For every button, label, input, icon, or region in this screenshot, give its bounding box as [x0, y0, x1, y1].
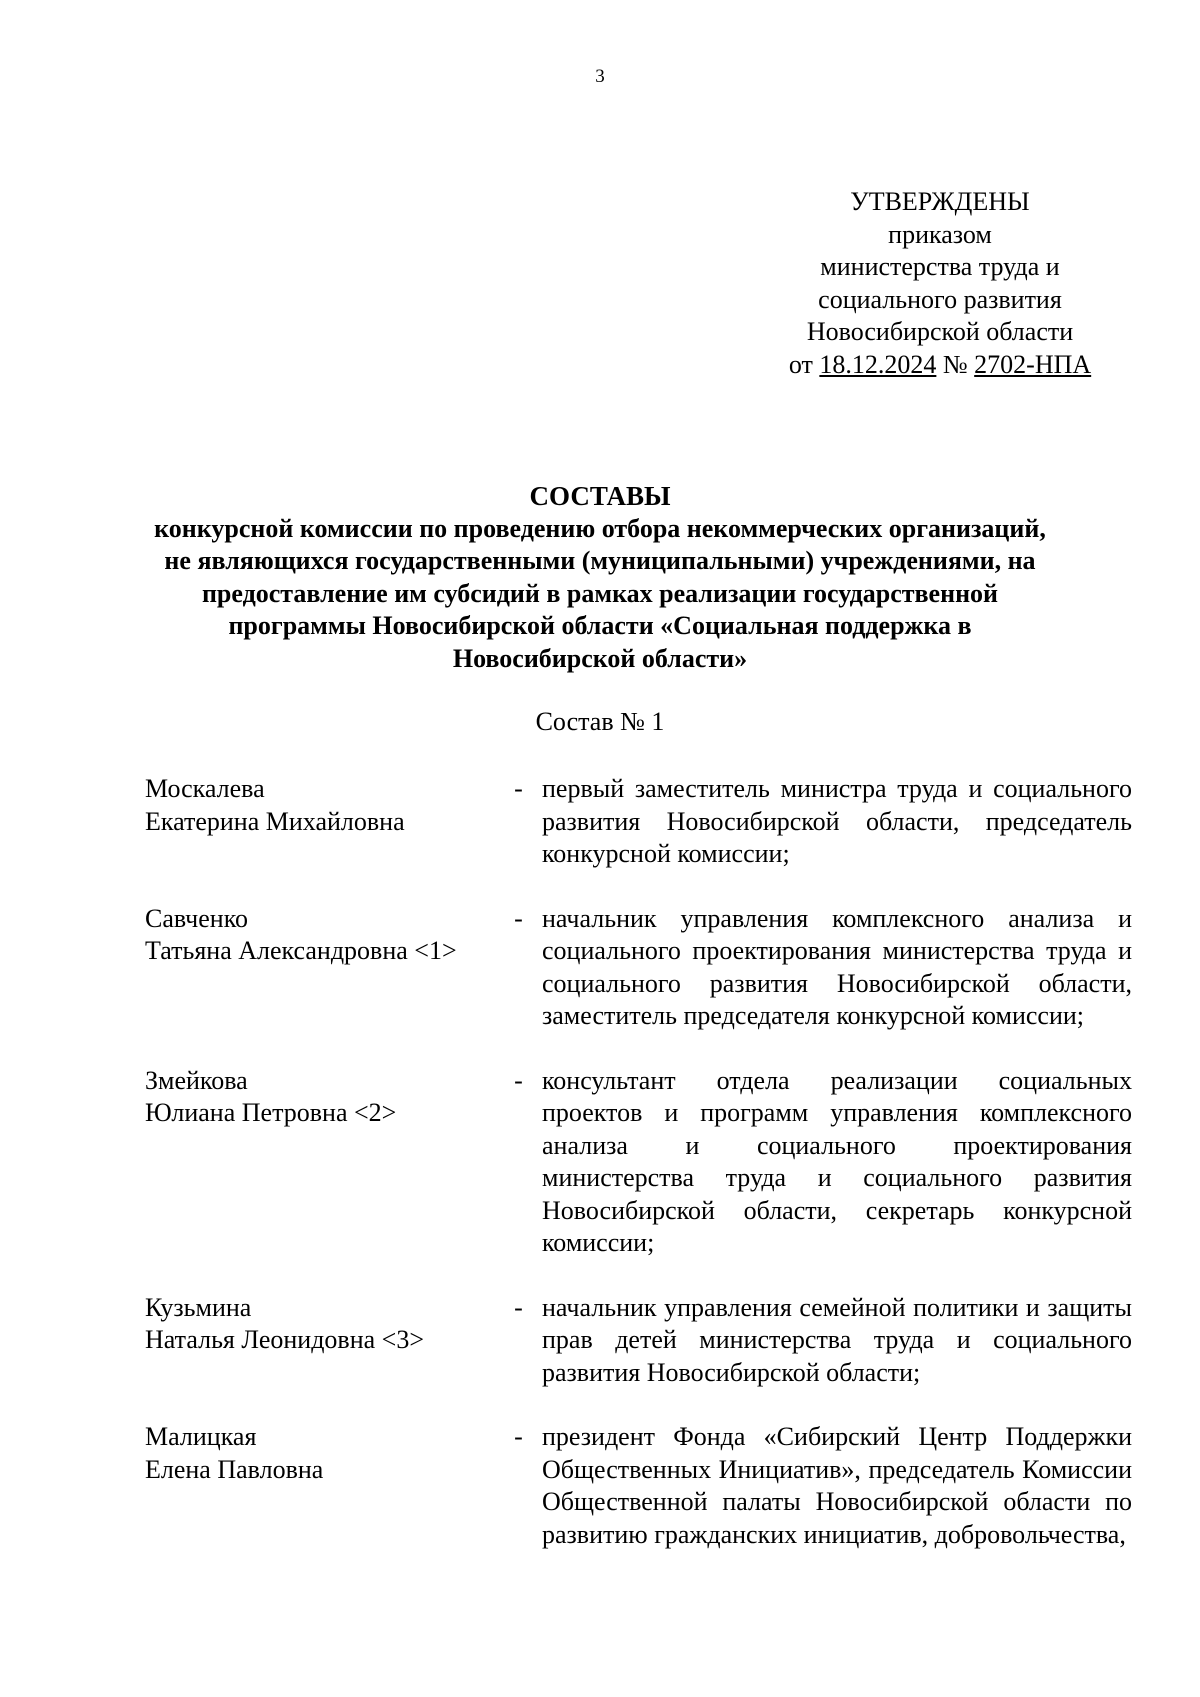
member-given-names: Юлиана Петровна <2> [145, 1098, 397, 1127]
page-number: 3 [595, 66, 605, 87]
title-line: предоставление им субсидий в рамках реализации государственной [201, 578, 999, 608]
member-role: консультант отдела реализации социальных проектов и программ управления комплексного анализа и социального проектирования министерства труда и социального развития Новосибирской области, секретарь конкурсной комиссии; [542, 1065, 1132, 1257]
member-given-names: Наталья Леонидовна <3> [145, 1325, 424, 1354]
member-name [145, 903, 495, 1033]
member-name [145, 1292, 495, 1390]
approval-order-number: 2702-НПА [974, 349, 1092, 379]
member-role: президент Фонда «Сибирский Центр Поддержки Общественных Инициатив», председатель Комиссии Общественной палаты Новосибирской области по развитию гражданских инициатив, добровольчества, [542, 1422, 1132, 1549]
approval-order-date: 18.12.2024 [819, 349, 937, 379]
title-line: Новосибирской области» [452, 643, 748, 673]
member-entry [145, 1065, 1145, 1260]
member-name [145, 1065, 495, 1260]
member-surname: Кузьмина [145, 1292, 252, 1322]
member-dash: - [514, 1065, 523, 1095]
title-line: программы Новосибирской области «Социальная поддержка в [228, 611, 972, 640]
member-entry [145, 1421, 1145, 1551]
approval-number-sign: № [942, 349, 968, 379]
member-dash: - [514, 903, 523, 933]
member-name [145, 773, 495, 871]
title-line: не являющихся государственными (муниципальными) учреждениями, на [164, 546, 1036, 575]
member-role: начальник управления семейной политики и защиты прав детей министерства труда и социального развития Новосибирской области; [542, 1292, 1132, 1387]
member-entry [145, 773, 1145, 871]
approval-stamp-block [780, 186, 1100, 381]
member-role: первый заместитель министра труда и социального развития Новосибирской области, председатель конкурсной комиссии; [542, 774, 1132, 868]
approval-line: социального развития [818, 284, 1062, 314]
member-dash: - [514, 1422, 523, 1451]
member-given-names: Елена Павловна [145, 1454, 324, 1484]
member-given-names: Татьяна Александровна <1> [145, 936, 457, 965]
member-entry [145, 903, 1145, 1033]
approval-line: Новосибирской области [806, 317, 1074, 346]
member-dash: - [514, 1292, 523, 1322]
member-surname: Савченко [145, 903, 249, 933]
approval-line: приказом [888, 219, 992, 249]
member-name [145, 1421, 495, 1551]
member-entry [145, 1292, 1145, 1390]
approval-line: министерства труда и [820, 252, 1060, 281]
member-surname: Малицкая [145, 1422, 257, 1451]
approval-heading: УТВЕРЖДЕНЫ [850, 187, 1030, 216]
document-title [130, 480, 1070, 675]
member-dash: - [514, 774, 523, 803]
member-role: начальник управления комплексного анализа и социального проектирования министерства труда и социального развития Новосибирской области, заместитель председателя конкурсной комиссии; [542, 903, 1132, 1030]
composition-label: Состав № 1 [535, 707, 665, 736]
approval-from-prefix: от [788, 349, 813, 379]
members-list [145, 773, 1145, 1583]
title-line: конкурсной комиссии по проведению отбора некоммерческих организаций, [154, 513, 1046, 543]
approval-order-reference [780, 349, 1100, 382]
member-surname: Змейкова [145, 1065, 248, 1095]
member-surname: Москалева [145, 774, 265, 803]
member-given-names: Екатерина Михайловна [145, 806, 405, 836]
title-main: СОСТАВЫ [529, 481, 671, 511]
